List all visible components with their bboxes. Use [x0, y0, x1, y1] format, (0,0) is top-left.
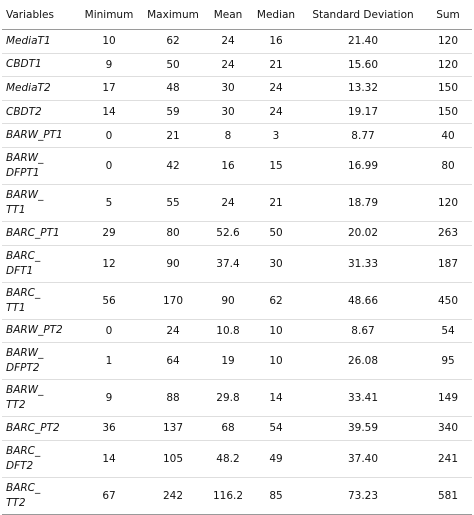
sum-cell: 581 — [437, 489, 459, 502]
variable-name-cell: BARW_ TT2 — [6, 384, 44, 412]
standard-deviation-cell: 8.67 — [351, 324, 375, 337]
sum-cell: 40 — [441, 129, 455, 142]
table-row — [2, 221, 472, 245]
mean-cell: 24 — [221, 58, 235, 71]
variable-name-cell: BARW_ DFPT1 — [6, 151, 44, 179]
variable-name-cell: CBDT1 — [6, 58, 42, 71]
median-cell: 24 — [269, 82, 283, 95]
standard-deviation-cell: 15.60 — [347, 58, 379, 71]
sum-cell: 263 — [437, 227, 459, 240]
median-cell: 50 — [269, 227, 283, 240]
table-row — [2, 30, 472, 54]
table-row — [2, 53, 472, 77]
table-row — [2, 245, 472, 282]
variable-name-cell: BARC_ TT1 — [6, 286, 41, 314]
header-median: Median — [256, 8, 296, 21]
minimum-cell: 9 — [105, 58, 113, 71]
mean-cell: 48.2 — [216, 452, 240, 465]
median-cell: 10 — [269, 355, 283, 368]
table-row — [2, 319, 472, 343]
mean-cell: 24 — [221, 35, 235, 48]
table-row — [2, 100, 472, 124]
minimum-cell: 10 — [102, 35, 116, 48]
header-maximum: Maximum — [147, 8, 199, 21]
mean-cell: 8 — [224, 129, 232, 142]
minimum-cell: 14 — [102, 106, 116, 119]
standard-deviation-cell: 18.79 — [347, 196, 379, 209]
variable-name-cell: BARC_PT1 — [6, 226, 60, 239]
sum-cell: 120 — [437, 35, 459, 48]
median-cell: 54 — [269, 422, 283, 435]
minimum-cell: 1 — [105, 355, 113, 368]
maximum-cell: 90 — [166, 257, 180, 270]
maximum-cell: 50 — [166, 58, 180, 71]
minimum-cell: 9 — [105, 392, 113, 405]
minimum-cell: 14 — [102, 452, 116, 465]
variable-name-cell: CBDT2 — [6, 105, 42, 118]
median-cell: 3 — [272, 129, 280, 142]
table-row — [2, 477, 472, 514]
maximum-cell: 137 — [162, 422, 184, 435]
median-cell: 21 — [269, 196, 283, 209]
descriptive-statistics-table — [2, 0, 472, 515]
table-body — [2, 30, 472, 515]
standard-deviation-cell: 20.02 — [347, 227, 379, 240]
sum-cell: 54 — [441, 324, 455, 337]
sum-cell: 340 — [437, 422, 459, 435]
table-row — [2, 282, 472, 319]
maximum-cell: 21 — [166, 129, 180, 142]
sum-cell: 120 — [437, 58, 459, 71]
sum-cell: 150 — [437, 82, 459, 95]
mean-cell: 30 — [221, 106, 235, 119]
median-cell: 24 — [269, 106, 283, 119]
maximum-cell: 170 — [162, 294, 184, 307]
variable-name-cell: MediaT1 — [6, 34, 51, 47]
sum-cell: 450 — [437, 294, 459, 307]
minimum-cell: 36 — [102, 422, 116, 435]
maximum-cell: 48 — [166, 82, 180, 95]
sum-cell: 120 — [437, 196, 459, 209]
header-row — [2, 0, 472, 30]
median-cell: 62 — [269, 294, 283, 307]
maximum-cell: 62 — [166, 35, 180, 48]
minimum-cell: 17 — [102, 82, 116, 95]
maximum-cell: 80 — [166, 227, 180, 240]
maximum-cell: 42 — [166, 159, 180, 172]
header-standard-deviation: Standard Deviation — [312, 8, 414, 21]
minimum-cell: 29 — [102, 227, 116, 240]
sum-cell: 241 — [437, 452, 459, 465]
table-row — [2, 184, 472, 221]
mean-cell: 68 — [221, 422, 235, 435]
standard-deviation-cell: 39.59 — [347, 422, 379, 435]
standard-deviation-cell: 33.41 — [347, 392, 379, 405]
variable-name-cell: BARW_PT1 — [6, 129, 63, 142]
sum-cell: 95 — [441, 355, 455, 368]
mean-cell: 29.8 — [216, 392, 240, 405]
median-cell: 49 — [269, 452, 283, 465]
standard-deviation-cell: 8.77 — [351, 129, 375, 142]
sum-cell: 80 — [441, 159, 455, 172]
table-row — [2, 343, 472, 380]
variable-name-cell: BARC_ DFT2 — [6, 444, 41, 472]
median-cell: 85 — [269, 489, 283, 502]
standard-deviation-cell: 19.17 — [347, 106, 379, 119]
mean-cell: 10.8 — [216, 324, 240, 337]
mean-cell: 52.6 — [216, 227, 240, 240]
standard-deviation-cell: 31.33 — [347, 257, 379, 270]
maximum-cell: 242 — [162, 489, 184, 502]
standard-deviation-cell: 48.66 — [347, 294, 379, 307]
sum-cell: 187 — [437, 257, 459, 270]
sum-cell: 149 — [437, 392, 459, 405]
median-cell: 15 — [269, 159, 283, 172]
sum-cell: 150 — [437, 106, 459, 119]
variable-name-cell: BARC_ TT2 — [6, 481, 41, 509]
standard-deviation-cell: 13.32 — [347, 82, 379, 95]
variable-name-cell: BARC_PT2 — [6, 421, 60, 434]
variable-name-cell: BARW_ TT1 — [6, 188, 44, 216]
median-cell: 16 — [269, 35, 283, 48]
mean-cell: 90 — [221, 294, 235, 307]
median-cell: 21 — [269, 58, 283, 71]
median-cell: 10 — [269, 324, 283, 337]
minimum-cell: 12 — [102, 257, 116, 270]
mean-cell: 24 — [221, 196, 235, 209]
standard-deviation-cell: 26.08 — [347, 355, 379, 368]
mean-cell: 30 — [221, 82, 235, 95]
maximum-cell: 105 — [162, 452, 184, 465]
table-row — [2, 77, 472, 101]
mean-cell: 116.2 — [212, 489, 244, 502]
median-cell: 14 — [269, 392, 283, 405]
minimum-cell: 56 — [102, 294, 116, 307]
header-minimum: Minimum — [84, 8, 134, 21]
maximum-cell: 64 — [166, 355, 180, 368]
variable-name-cell: BARW_ DFPT2 — [6, 347, 44, 375]
header-mean: Mean — [213, 8, 243, 21]
header-variables: Variables — [6, 8, 54, 21]
median-cell: 30 — [269, 257, 283, 270]
standard-deviation-cell: 21.40 — [347, 35, 379, 48]
table-row — [2, 380, 472, 417]
maximum-cell: 24 — [166, 324, 180, 337]
minimum-cell: 5 — [105, 196, 113, 209]
table-row — [2, 147, 472, 184]
mean-cell: 37.4 — [216, 257, 240, 270]
maximum-cell: 88 — [166, 392, 180, 405]
minimum-cell: 0 — [105, 129, 113, 142]
table-row — [2, 124, 472, 148]
minimum-cell: 0 — [105, 324, 113, 337]
standard-deviation-cell: 37.40 — [347, 452, 379, 465]
table-header — [2, 0, 472, 30]
table-row — [2, 417, 472, 441]
minimum-cell: 67 — [102, 489, 116, 502]
maximum-cell: 59 — [166, 106, 180, 119]
minimum-cell: 0 — [105, 159, 113, 172]
variable-name-cell: BARW_PT2 — [6, 324, 63, 337]
maximum-cell: 55 — [166, 196, 180, 209]
variable-name-cell: MediaT2 — [6, 81, 51, 94]
mean-cell: 16 — [221, 159, 235, 172]
table-row — [2, 440, 472, 477]
standard-deviation-cell: 73.23 — [347, 489, 379, 502]
mean-cell: 19 — [221, 355, 235, 368]
header-sum: Sum — [436, 8, 460, 21]
standard-deviation-cell: 16.99 — [347, 159, 379, 172]
variable-name-cell: BARC_ DFT1 — [6, 249, 41, 277]
